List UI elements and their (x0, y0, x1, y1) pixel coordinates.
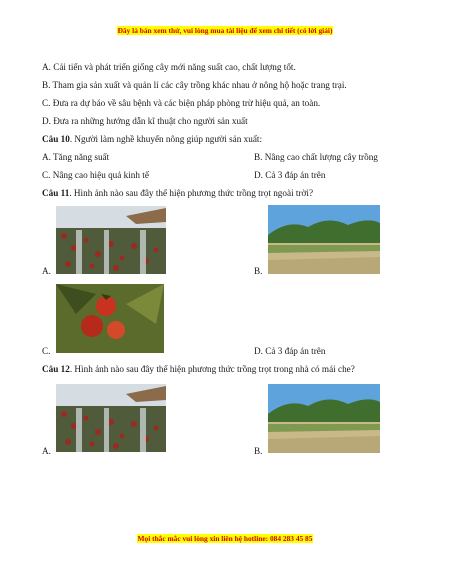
preview-banner-text: Đây là bản xem thử, vui lòng mua tài liệu để xem chi tiết (có lời giải) (117, 26, 333, 35)
q10-option-c: C. Nâng cao hiệu quả kinh tế (42, 170, 149, 180)
q12-image-a (56, 384, 166, 452)
q10-option-a: A. Tăng năng suất (42, 152, 110, 162)
question-12 (42, 364, 355, 374)
q11-label-c: C. (42, 346, 51, 356)
q11-image-a (56, 206, 166, 274)
question-12-text: . Hình ảnh nào sau đây thể hiện phương thức trồng trọt trong nhà có mái che? (69, 364, 355, 374)
hotline-banner-text: Mọi thắc mắc vui lòng xin liên hệ hotline: 084 283 45 85 (137, 534, 313, 543)
option-c: C. Đưa ra dự báo về sâu bệnh và các biện pháp phòng trừ hiệu quả, an toàn. (42, 98, 321, 108)
option-b: B. Tham gia sản xuất và quản lí các cây trồng khác nhau ở nông hộ hoặc trang trại. (42, 80, 347, 90)
q12-label-a: A. (42, 446, 51, 456)
question-10 (42, 134, 262, 144)
option-d: D. Đưa ra những hướng dẫn kĩ thuật cho người sản xuất (42, 116, 248, 126)
option-a: A. Cải tiến và phát triển giống cây mới năng suất cao, chất lượng tốt. (42, 62, 296, 72)
q11-option-d: D. Cả 3 đáp án trên (254, 346, 326, 356)
q12-label-b: B. (254, 446, 263, 456)
question-11 (42, 188, 313, 198)
question-10-text: . Người làm nghề khuyến nông giúp người sản xuất: (69, 134, 263, 144)
q11-label-b: B. (254, 266, 263, 276)
q10-option-d: D. Cả 3 đáp án trên (254, 170, 326, 180)
q10-option-b: B. Nâng cao chất lượng cây trồng (254, 152, 378, 162)
q11-image-b (268, 205, 380, 274)
q11-image-c (56, 284, 164, 353)
question-11-text: . Hình ảnh nào sau đây thể hiện phương thức trồng trọt ngoài trời? (69, 188, 314, 198)
q12-image-b (268, 384, 380, 453)
question-10-number: Câu 10 (42, 134, 70, 144)
q11-label-a: A. (42, 266, 51, 276)
preview-banner (0, 26, 450, 35)
hotline-banner (0, 534, 450, 543)
question-12-number: Câu 12 (42, 364, 70, 374)
question-11-number: Câu 11 (42, 188, 70, 198)
